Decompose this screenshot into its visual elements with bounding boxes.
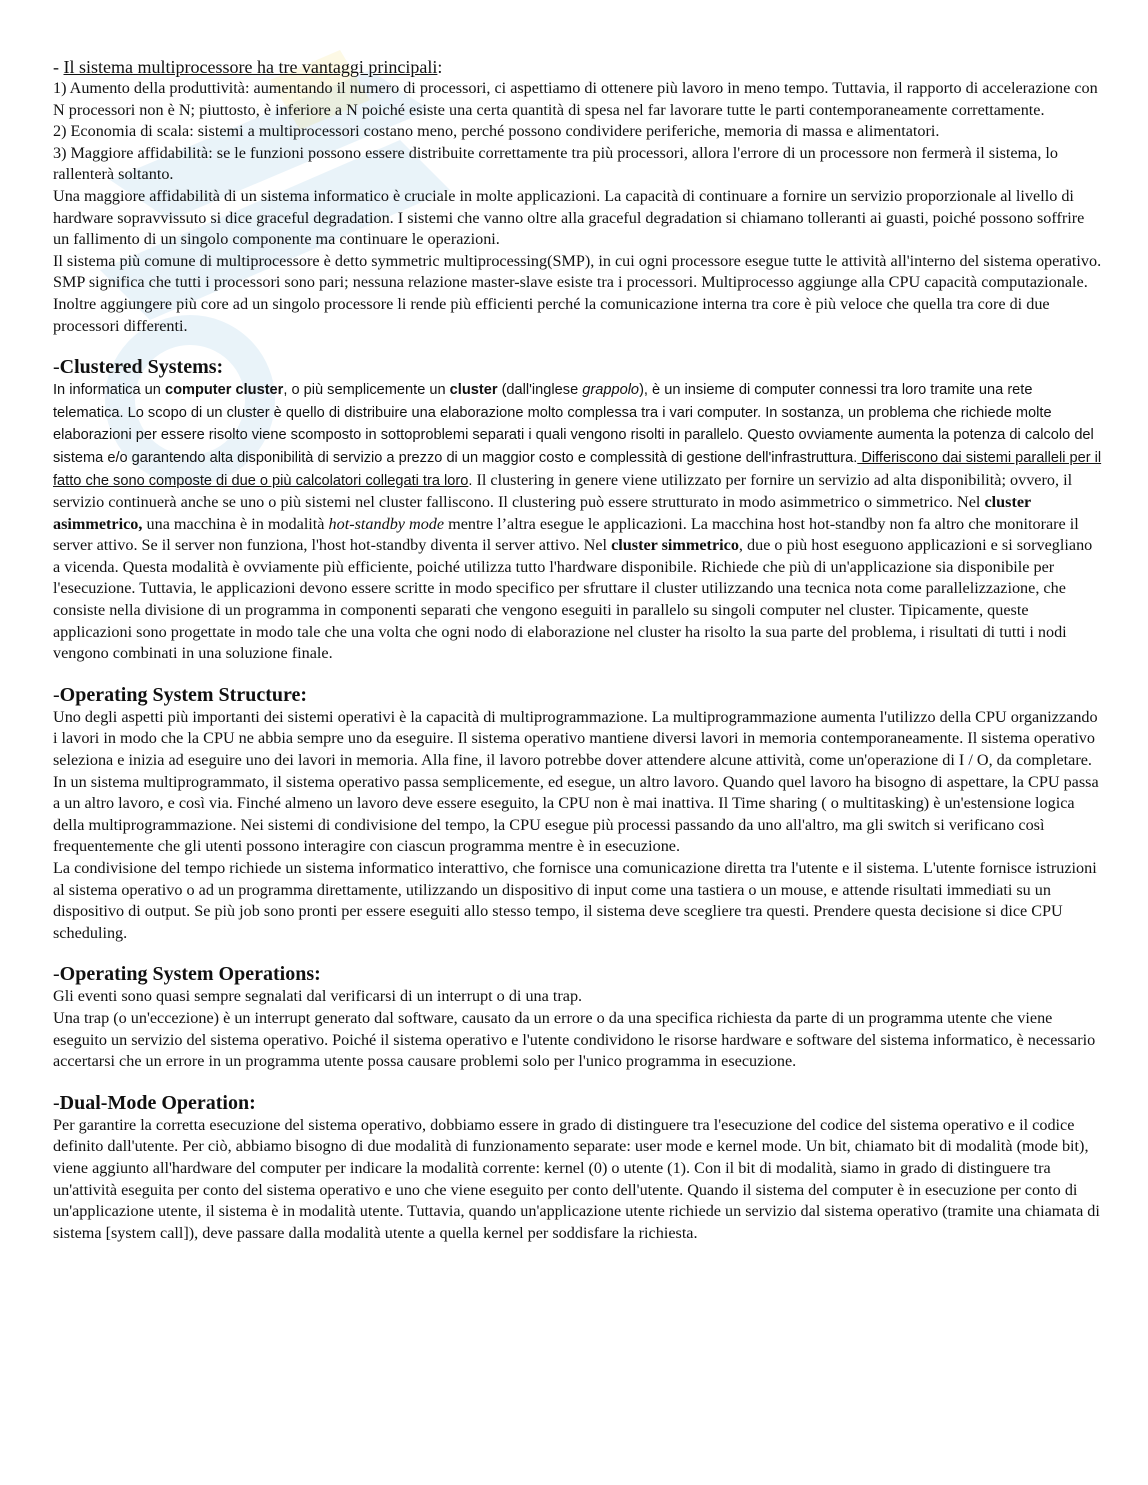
section-heading: -Clustered Systems: bbox=[53, 356, 224, 379]
paragraph: 1) Aumento della produttività: aumentando il numero di processori, ci aspettiamo di ottenere più lavoro in meno tempo. Tuttavia, il rapporto di accelerazione con N processori non è N; piuttosto, è inferiore a N poiché esiste una certa quantità di spesa nel far lavorare tutte le parti contemporaneamente correttamente. bbox=[53, 79, 1098, 119]
os-structure-section bbox=[53, 683, 1103, 945]
paragraph: Il sistema più comune di multiprocessore è detto symmetric multiprocessing(SMP), in cui ogni processore esegue tutte le attività all'interno del sistema operativo. SMP significa che tutti i processori sono pari; nessuna relazione master-slave esiste tra i processori. Multiprocesso aggiunge alla CPU capacità computazionale. Inoltre aggiungere più core ad un singolo processore li rende più efficienti perché la comunicazione interna tra core è più veloce che quella tra core di due processori differenti. bbox=[53, 251, 1102, 335]
paragraph: 3) Maggiore affidabilità: se le funzioni possono essere distribuite correttamente tra più processori, allora l'errore di un processore non fermerà il sistema, lo rallenterà soltanto. bbox=[53, 143, 1059, 184]
paragraph: Una trap (o un'eccezione) è un interrupt generato dal software, causato da un errore o da una specifica richiesta da parte di un programma utente che viene eseguito un servizio del sistema operativo. Poiché il sistema operativo e l'utente condividono le risorse hardware e software del sistema informatico, è necessario accertarsi che un errore in un programma utente possa causare problemi solo per l'unico programma in esecuzione. bbox=[53, 1008, 1096, 1071]
paragraph: Uno degli aspetti più importanti dei sistemi operativi è la capacità di multiprogrammazione. La multiprogrammazione aumenta l'utilizzo della CPU organizzando i lavori in modo che la CPU ne abbia sempre uno da eseguire. Il sistema operativo mantiene diversi lavori in memoria contemporaneamente. Il sistema operativo seleziona e inizia ad eseguire uno dei lavori in memoria. Alla fine, il lavoro potrebbe dover attendere alcune attività, come un'operazione di I / O, da completare. In un sistema multiprogrammato, il sistema operativo passa semplicemente, ed esegue, un altro lavoro. Quando quel lavoro ha bisogno di aspettare, la CPU passa a un altro lavoro, e così via. Finché almeno un lavoro deve essere eseguito, la CPU non è mai inattiva. Il Time sharing ( o multitasking) è un'estensione logica della multiprogrammazione. Nei sistemi di condivisione del tempo, la CPU esegue più processi passando da uno all'altro, ma gli switch si verificano così frequentemente che gli utenti possono interagire con ciascun programma mentre è in esecuzione. bbox=[53, 707, 1099, 856]
paragraph: Una maggiore affidabilità di un sistema informatico è cruciale in molte applicazioni. La capacità di continuare a fornire un servizio proporzionale al livello di hardware sopravvissuto si dice graceful degradation. I sistemi che vanno oltre alla graceful degradation si chiamano tolleranti ai guasti, poiché possono soffrire un fallimento di un singolo componente ma continuare le operazioni. bbox=[53, 186, 1085, 249]
paragraph: La condivisione del tempo richiede un sistema informatico interattivo, che fornisce una comunicazione diretta tra l'utente e il sistema. L'utente fornisce istruzioni al sistema operativo o ad un programma direttamente, utilizzando un dispositivo di input come una tastiera o un mouse, e attende risultati immediati su un dispositivo di output. Se più job sono pronti per essere eseguiti allo stesso tempo, il sistema deve scegliere tra questi. Prendere questa decisione si dice CPU scheduling. bbox=[53, 859, 1097, 942]
intro-heading: - Il sistema multiprocessore ha tre vantaggi principali: bbox=[53, 57, 443, 77]
paragraph: Per garantire la corretta esecuzione del sistema operativo, dobbiamo essere in grado di distinguere tra l'esecuzione del codice del sistema operativo e il codice definito dall'utente. Per ciò, abbiamo bisogno di due modalità di funzionamento separate: user mode e kernel mode. Un bit, chiamato bit di modalità (mode bit), viene aggiunto all'hardware del computer per indicare la modalità corrente: kernel (0) o utente (1). Con il bit di modalità, siamo in grado di distinguere tra un'attività eseguita per conto del sistema operativo e uno che viene eseguito per conto dell'utente. Quando il sistema del computer è in esecuzione per conto di un'applicazione utente, il sistema è in modalità utente. Tuttavia, quando un'applicazione utente richiede un servizio dal sistema operativo (tramite una chiamata di sistema [system call]), deve passare dalla modalità utente a quella kernel per soddisfare la richiesta. bbox=[53, 1115, 1100, 1242]
paragraph: Gli eventi sono quasi sempre segnalati dal verificarsi di un interrupt o di una trap. bbox=[53, 987, 583, 1006]
paragraph: 2) Economia di scala: sistemi a multiprocessori costano meno, perché possono condividere periferiche, memoria di massa e alimentatori. bbox=[53, 122, 940, 141]
clustered-section bbox=[53, 355, 1103, 665]
os-operations-section bbox=[53, 962, 1103, 1072]
paragraph: In informatica un computer cluster, o più semplicemente un cluster (dall'inglese grappolo), è un insieme di computer connessi tra loro tramite una rete telematica. Lo scopo di un cluster è quello di distribuire una elaborazione molto complessa tra i vari computer. In sostanza, un problema che richiede molte elaborazioni per essere risolto viene scomposto in sottoproblemi separati i quali vengono risolti in parallelo. Questo ovviamente aumenta la potenza di calcolo del sistema e/o garantendo alta disponibilità di servizio a prezzo di un maggior costo e complessità di gestione dell'infrastruttura. Differiscono dai sistemi paralleli per il fatto che sono composte di due o più calcolatori collegati tra loro. Il clustering in genere viene utilizzato per fornire un servizio ad alta disponibilità; ovvero, il servizio continuerà anche se uno o più sistemi nel cluster falliscono. Il clustering può essere strutturato in modo asimmetrico o simmetrico. Nel cluster asimmetrico, una macchina è in modalità hot-standby mode mentre l’altra esegue le applicazioni. La macchina host hot-standby non fa altro che monitorare il server attivo. Se il server non funziona, l'host hot-standby diventa il server attivo. Nel cluster simmetrico, due o più host eseguono applicazioni e si sorvegliano a vicenda. Questa modalità è ovviamente più efficiente, poiché utilizza tutto l'hardware disponibile. Richiede che più di un'applicazione sia disponibile per l'esecuzione. Tuttavia, le applicazioni devono essere scritte in modo specifico per sfruttare il cluster utilizzando una tecnica nota come parallelizzazione, che consiste nella divisione di un programma in componenti separati che vengono eseguiti in parallelo su singoli computer nel cluster. Tipicamente, queste applicazioni sono progettate in modo tale che una volta che ogni nodo di elaborazione nel cluster ha risolto la sua parte del problema, i risultati di tutti i nodi vengono combinati in una soluzione finale. bbox=[53, 382, 1102, 663]
dual-mode-section bbox=[53, 1091, 1103, 1245]
section-heading: -Operating System Structure: bbox=[53, 683, 308, 706]
section-heading: -Operating System Operations: bbox=[53, 963, 321, 986]
intro-title: Il sistema multiprocessore ha tre vantaggi principali bbox=[63, 57, 438, 77]
section-heading: -Dual-Mode Operation: bbox=[53, 1091, 256, 1114]
multiprocessor-section bbox=[53, 78, 1103, 337]
